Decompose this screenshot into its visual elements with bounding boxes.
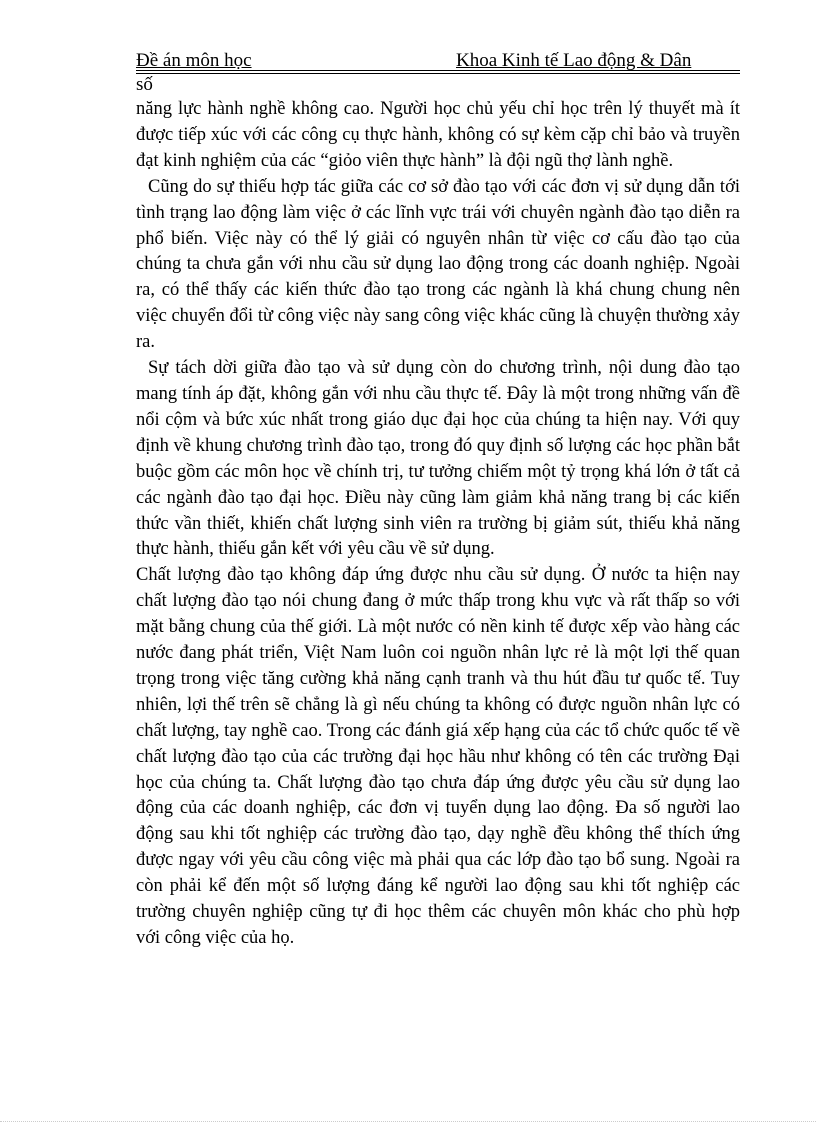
header-faculty-name: Khoa Kinh tế Lao động & Dân: [456, 50, 692, 71]
paragraph: Chất lượng đào tạo không đáp ứng được nhu cầu sử dụng. Ở nước ta hiện nay chất lượng đào tạo nói chung đang ở mức thấp trong khu vực và rất thấp so với mặt bằng chung của thế giới. Là một nước có nền kinh tế được xếp vào hàng các nước đang phát triển, Việt Nam luôn coi nguồn nhân lực rẻ là một lợi thế quan trọng trong việc tăng cường khả năng cạnh tranh và thu hút đầu tư quốc tế. Tuy nhiên, lợi thế trên sẽ chẳng là gì nếu chúng ta không có được nguồn nhân lực có chất lượng, tay nghề cao. Trong các đánh giá xếp hạng của các tổ chức quốc tế về chất lượng đào tạo của các trường đại học hầu như không có tên các trường Đại học của chúng ta. Chất lượng đào tạo chưa đáp ứng được yêu cầu sử dụng lao động của các doanh nghiệp, các đơn vị tuyển dụng lao động. Đa số người lao động sau khi tốt nghiệp các trường đào tạo, dạy nghề đều không thể thích ứng được ngay với yêu cầu công việc mà phải qua các lớp đào tạo bổ sung. Ngoài ra còn phải kể đến một số lượng đáng kể người lao động sau khi tốt nghiệp các trường chuyên nghiệp cũng tự đi học thêm các chuyên môn khác cho phù hợp với công việc của họ.: [136, 565, 740, 948]
paragraph: Sự tách dời giữa đào tạo và sử dụng còn do chương trình, nội dung đào tạo mang tính áp đặt, không gắn với nhu cầu thực tế. Đây là một trong những vấn đề nổi cộm và bức xúc nhất trong giáo dục đại học của chúng ta hiện nay. Với quy định về khung chương trình đào tạo, trong đó quy định số lượng các học phần bắt buộc gồm các môn học về chính trị, tư tưởng chiếm một tỷ trọng khá lớn ở tất cả các ngành đào tạo đại học. Điều này cũng làm giảm khả năng trang bị các kiến thức vần thiết, khiến chất lượng sinh viên ra trường bị giảm sút, thiếu khả năng thực hành, thiếu gắn kết với yêu cầu về sử dụng.: [136, 358, 740, 560]
header-faculty-name-continued: số: [136, 74, 153, 95]
document-body: [136, 97, 740, 952]
header-course-title: Đề án môn học: [136, 50, 252, 71]
page-bottom-edge: [0, 1121, 816, 1122]
paragraph: Cũng do sự thiếu hợp tác giữa các cơ sở đào tạo với các đơn vị sử dụng dẫn tới tình trạng lao động làm việc ở các lĩnh vực trái với chuyên ngành đào tạo diễn ra phổ biến. Việc này có thể lý giải có nguyên nhân từ việc cơ cấu đào tạo của chúng ta chưa gắn với nhu cầu sử dụng lao động trong các doanh nghiệp. Ngoài ra, có thể thấy các kiến thức đào tạo trong các ngành là khá chung chung nên việc chuyển đổi từ công việc này sang công việc khác cũng là chuyện thường xảy ra.: [136, 176, 740, 353]
header-rule-double: [136, 73, 740, 74]
paragraph: năng lực hành nghề không cao. Người học chủ yếu chỉ học trên lý thuyết mà ít được tiếp xúc với các công cụ thực hành, không có sự kèm cặp chỉ bảo và truyền đạt kinh nghiệm của các “giỏo viên thực hành” là đội ngũ thợ lành nghề.: [136, 99, 740, 171]
header-rule: [136, 70, 740, 71]
